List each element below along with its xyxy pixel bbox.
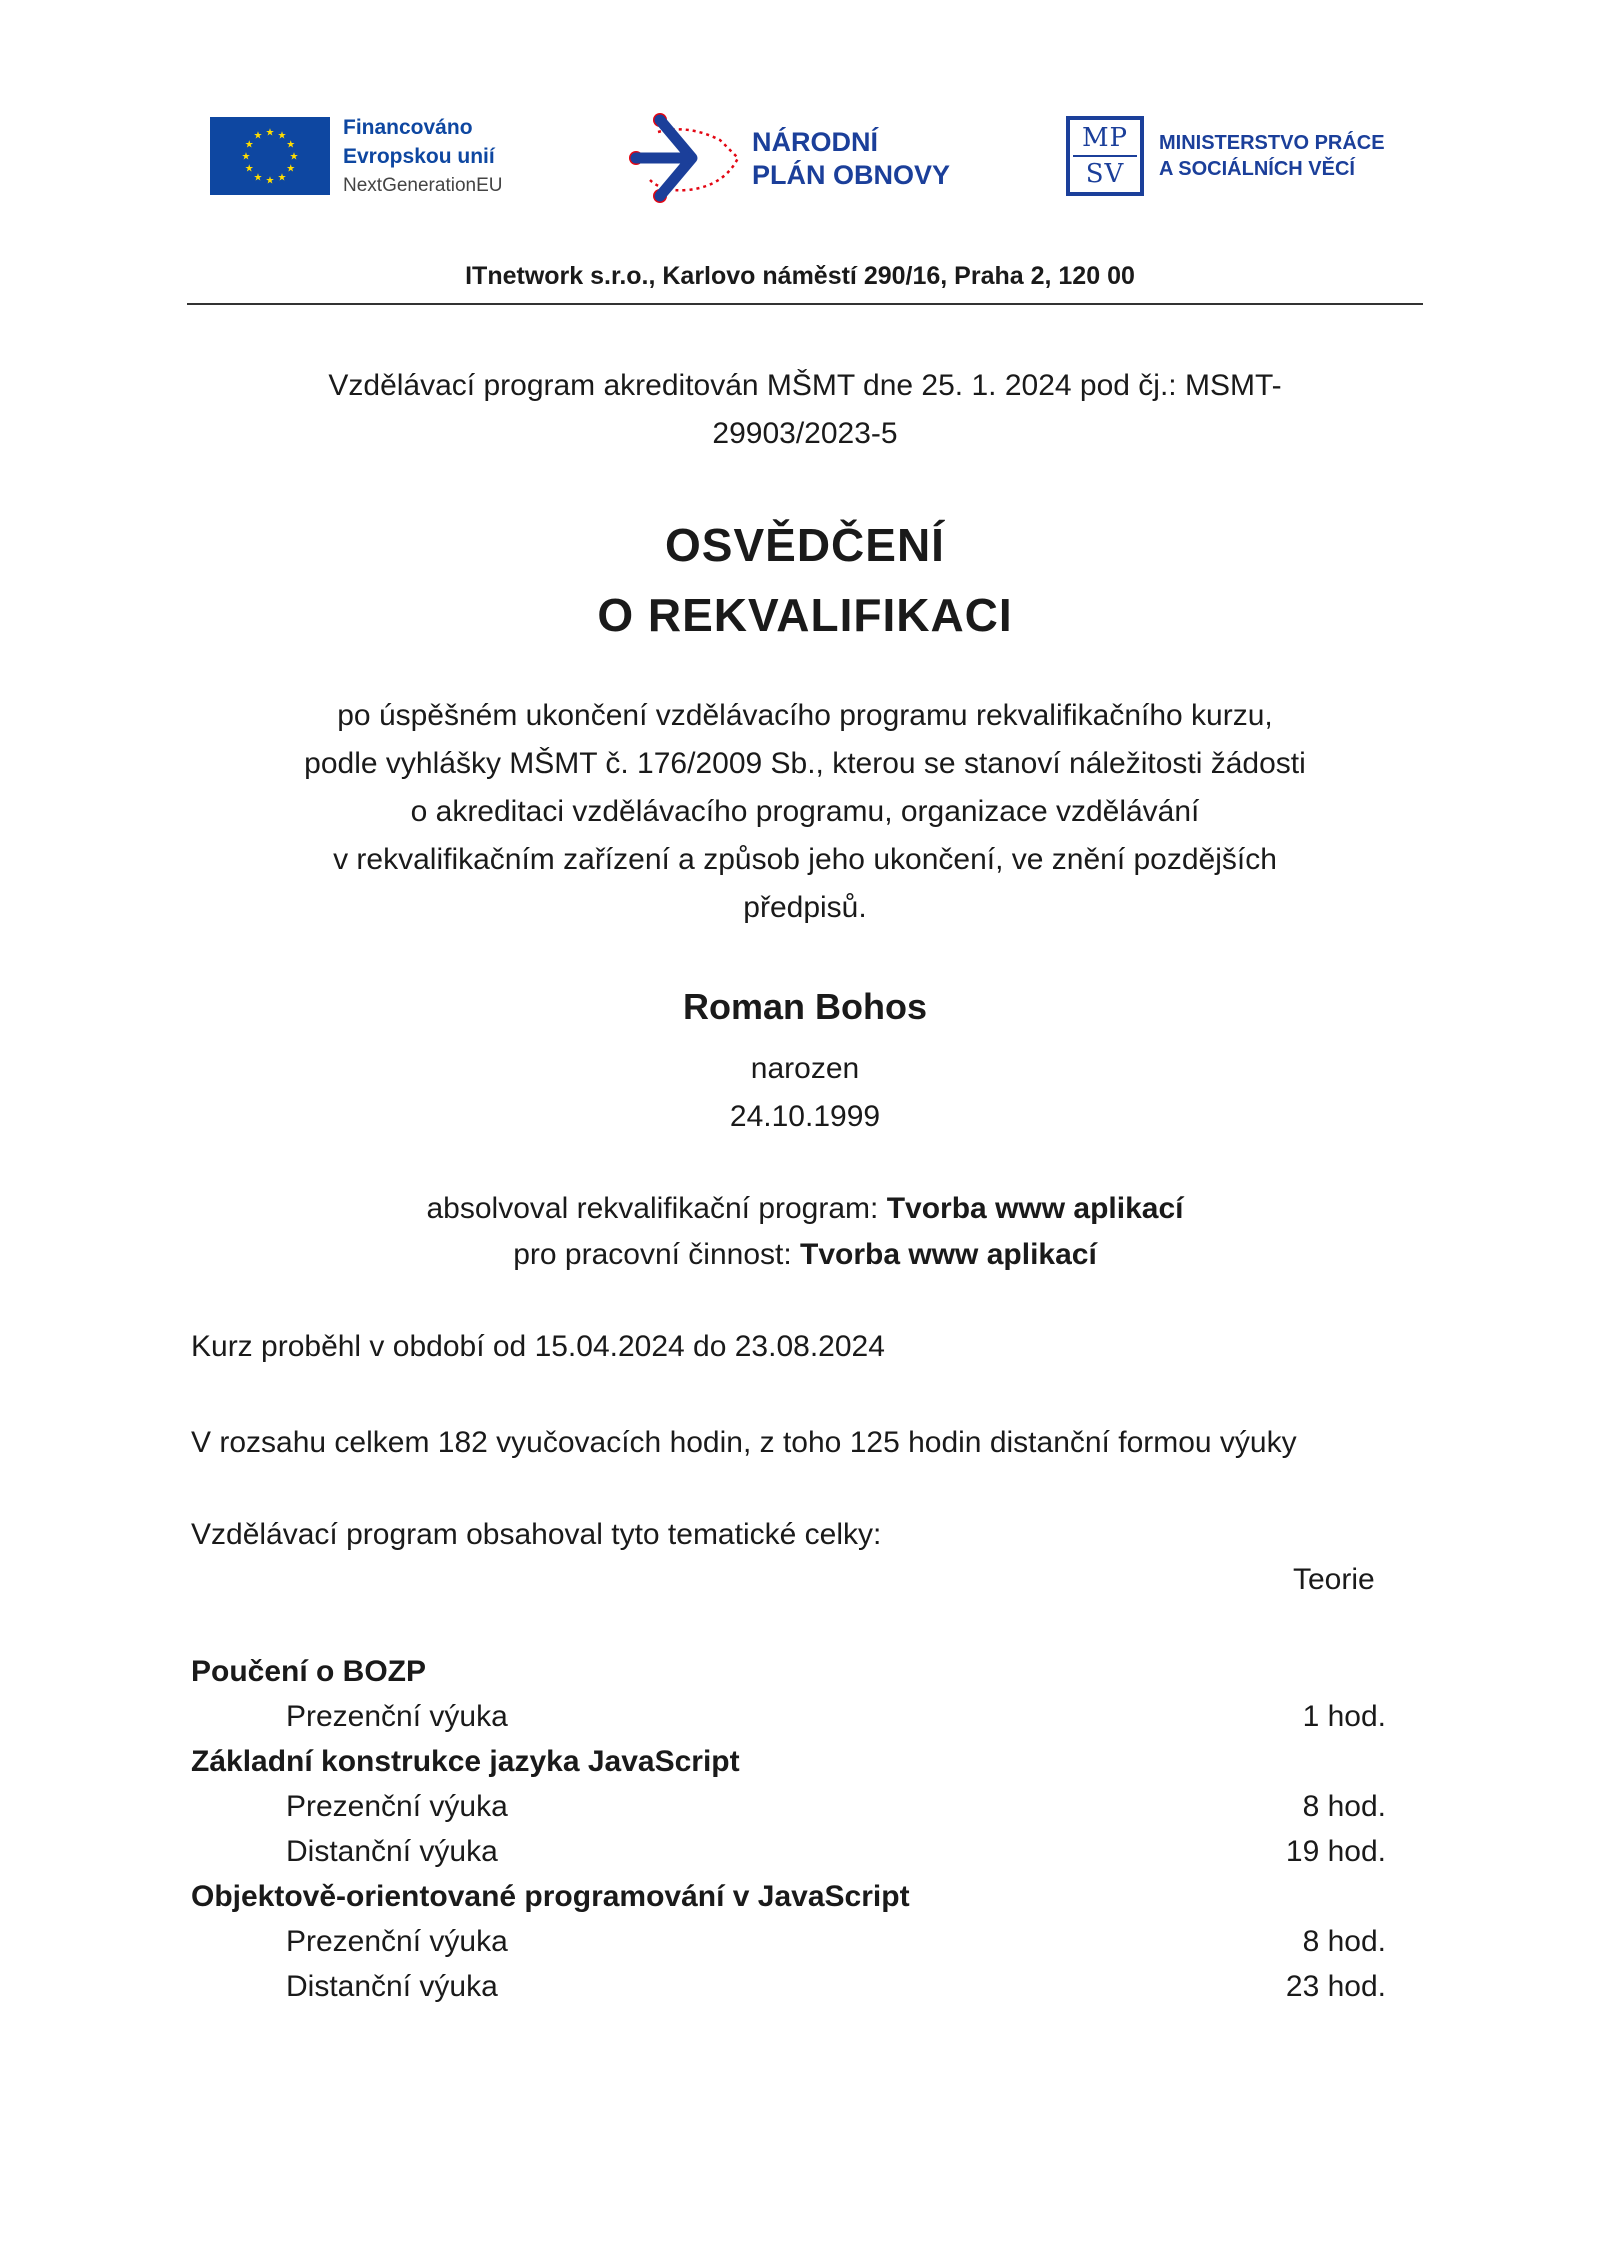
npo-line1: NÁRODNÍ [752,127,878,157]
eu-star-icon: ★ [244,139,254,151]
intro-paragraph [140,692,1470,932]
eu-line3: NextGenerationEU [343,175,503,196]
eu-star-icon: ★ [265,127,275,139]
eu-star-icon: ★ [286,139,296,151]
unit-item: Distanční výuka 23 hod. [286,1970,1386,2003]
eu-star-icon: ★ [265,175,275,187]
units-list [191,1649,1386,2009]
mpsv-divider-h [1073,155,1137,157]
activity-line [140,1232,1470,1278]
activity-label: pro pracovní činnost: [513,1238,792,1271]
born-label: narozen [750,1052,860,1085]
eu-star-icon: ★ [244,163,254,175]
intro-line1: po úspěšném ukončení vzdělávacího programu rekvalifikačního kurzu, [337,699,1273,732]
mpsv-logo-text [1159,130,1385,182]
accreditation-line1: Vzdělávací program akreditován MŠMT dne 25. 1. 2024 pod čj.: MSMT- [328,369,1282,402]
program-info [140,1186,1470,1278]
unit-title: Poučení o BOZP [191,1655,427,1688]
person-name: Roman Bohos [682,986,927,1027]
intro-line4: v rekvalifikačním zařízení a způsob jeho ukončení, ve znění pozdějších [333,843,1277,876]
course-period: Kurz proběhl v období od 15.04.2024 do 23.08.2024 [191,1330,885,1363]
title-line2: O REKVALIFIKACI [597,589,1013,641]
accreditation-text [140,362,1470,458]
program-line [140,1186,1470,1232]
eu-stars-icon [210,117,330,195]
mpsv-line2: A SOCIÁLNÍCH VĚCÍ [1159,158,1355,180]
header-divider [187,303,1423,305]
unit-title: Objektově-orientované programování v JavaScript [191,1880,910,1913]
unit-item: Prezenční výuka 1 hod. [286,1700,1386,1733]
intro-line5: předpisů. [743,891,867,924]
mpsv-mark-top: MP [1081,123,1129,153]
eu-star-icon: ★ [253,172,263,184]
certificate-title [140,510,1470,650]
activity-value: Tvorba www aplikací [800,1238,1097,1271]
unit-item: Prezenční výuka 8 hod. [286,1790,1386,1823]
eu-star-icon: ★ [277,172,287,184]
intro-line2: podle vyhlášky MŠMT č. 176/2009 Sb., kterou se stanoví náležitosti žádosti [304,747,1306,780]
npo-logo-text [752,126,950,192]
units-intro: Vzdělávací program obsahoval tyto tematické celky: [191,1518,882,1551]
intro-line3: o akreditaci vzdělávacího programu, organizace vzdělávání [410,795,1200,828]
course-scope: V rozsahu celkem 182 vyučovacích hodin, z toho 125 hodin distanční formou výuky [191,1426,1297,1459]
eu-star-icon: ★ [289,151,299,163]
program-value: Tvorba www aplikací [886,1192,1184,1225]
mpsv-line1: MINISTERSTVO PRÁCE [1159,132,1385,154]
birth-date: 24.10.1999 [729,1100,881,1133]
company-address: ITnetwork s.r.o., Karlovo náměstí 290/16, Praha 2, 120 00 [465,262,1135,290]
eu-star-icon: ★ [286,163,296,175]
eu-flag-logo [210,117,330,195]
program-label: absolvoval rekvalifikační program: [426,1192,879,1225]
unit-item: Prezenční výuka 8 hod. [286,1925,1386,1958]
theory-column-header: Teorie [1293,1563,1375,1596]
unit-title: Základní konstrukce jazyka JavaScript [191,1745,740,1778]
mpsv-logo-mark [1066,116,1144,196]
eu-funding-text [343,113,502,200]
npo-arrow-icon [628,110,746,211]
title-line1: OSVĚDČENÍ [665,519,945,571]
eu-star-icon: ★ [277,130,287,142]
unit-item: Distanční výuka 19 hod. [286,1835,1386,1868]
eu-star-icon: ★ [241,151,251,163]
eu-star-icon: ★ [253,130,263,142]
eu-line1: Financováno [343,116,473,139]
npo-line2: PLÁN OBNOVY [752,160,951,190]
eu-line2: Evropskou unií [343,145,495,168]
mpsv-mark-bottom: SV [1085,159,1125,189]
birth-info [140,1045,1470,1141]
accreditation-line2: 29903/2023-5 [712,417,898,450]
